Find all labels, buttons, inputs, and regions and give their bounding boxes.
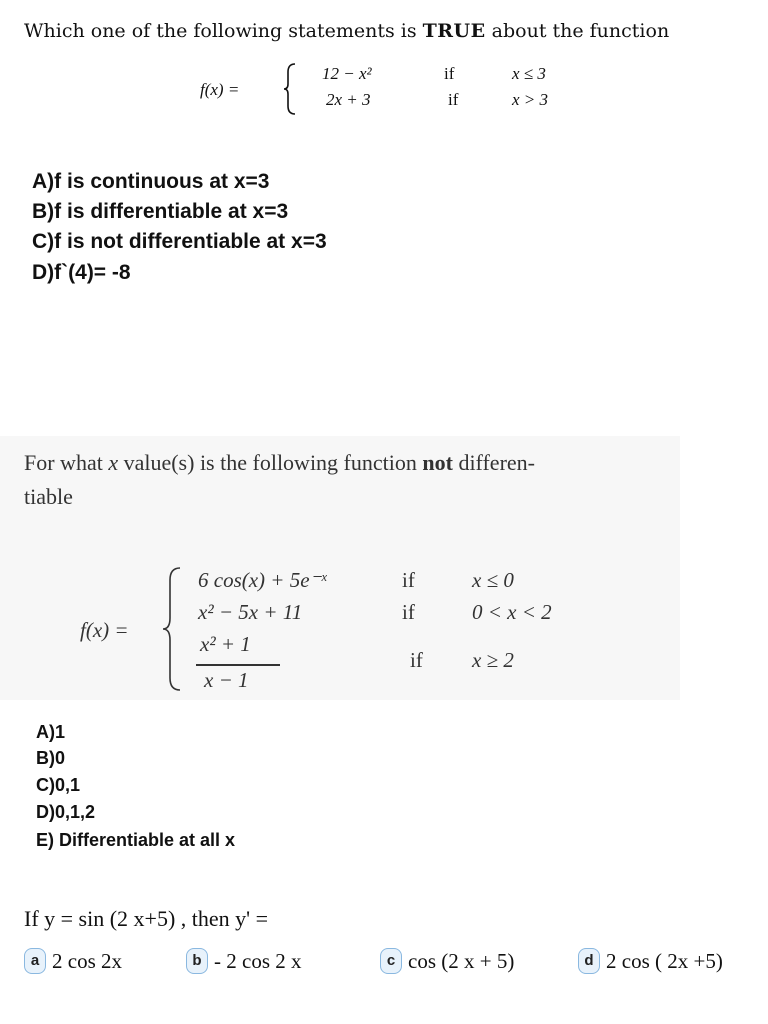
- q1-option-b[interactable]: B)f is differentiable at x=3: [32, 200, 289, 223]
- q1-function-lhs: f(x) =: [200, 80, 240, 99]
- q1-option-d[interactable]: D)f`(4)= -8: [32, 261, 131, 284]
- q1-case-2-expr: 2x + 3: [326, 90, 371, 109]
- q3-option-c[interactable]: [380, 946, 514, 976]
- q1-case-2-cond: x > 3: [512, 90, 549, 109]
- q3-option-d[interactable]: [578, 946, 723, 976]
- q3-option-b-text: - 2 cos 2 x: [214, 948, 302, 973]
- q2-stem-line2: tiable: [24, 484, 73, 509]
- q2-case-2-if: if: [402, 600, 415, 624]
- q3-option-d-text: 2 cos ( 2x +5): [606, 948, 723, 973]
- q3-option-a-badge[interactable]: a: [24, 948, 46, 974]
- q2-stem-bold: not: [422, 450, 453, 475]
- q2-case-1-expr: 6 cos(x) + 5e⁻ˣ: [198, 568, 327, 592]
- q2-stem-c: differen-: [458, 450, 535, 475]
- q2-stem-a: For what: [24, 450, 103, 475]
- q1-stem-bold: TRUE: [422, 20, 486, 42]
- q2-question-stem: [24, 450, 535, 476]
- q2-case-3-cond: x ≥ 2: [472, 648, 514, 672]
- q1-case-1-if: if: [444, 64, 455, 83]
- q2-case-3-if: if: [410, 648, 423, 672]
- q2-fraction-bar: [196, 664, 280, 666]
- q3-option-b[interactable]: [186, 946, 302, 976]
- q2-case-2-expr: x² − 5x + 11: [198, 600, 303, 624]
- q1-stem-suffix: about the function: [491, 20, 670, 42]
- q1-case-2-if: if: [448, 90, 459, 109]
- q3-option-a[interactable]: [24, 946, 122, 976]
- q3-option-a-text: 2 cos 2x: [52, 948, 122, 973]
- q3-option-b-badge[interactable]: b: [186, 948, 208, 974]
- q3-option-c-badge[interactable]: c: [380, 948, 402, 974]
- q3-option-c-text: cos (2 x + 5): [408, 948, 515, 973]
- q1-option-a[interactable]: A)f is continuous at x=3: [32, 170, 270, 193]
- q1-question-stem: [24, 20, 669, 42]
- q1-brace: [282, 62, 298, 116]
- q1-case-1-cond: x ≤ 3: [512, 64, 546, 83]
- q2-option-d[interactable]: D)0,1,2: [36, 802, 96, 822]
- q2-stem-b: value(s) is the following function: [123, 450, 417, 475]
- q2-case-2-cond: 0 < x < 2: [472, 600, 552, 624]
- q1-stem-prefix: Which one of the following statements is: [24, 20, 417, 42]
- q2-option-e[interactable]: E) Differentiable at all x: [36, 830, 236, 850]
- q2-stem-var: x: [108, 450, 119, 475]
- q3-question-stem: If y = sin (2 x+5) , then y' =: [24, 906, 269, 931]
- q2-brace: [160, 566, 184, 692]
- q3-option-d-badge[interactable]: d: [578, 948, 600, 974]
- q2-case-1-if: if: [402, 568, 415, 592]
- q2-case-1-cond: x ≤ 0: [472, 568, 514, 592]
- q2-option-b[interactable]: B)0: [36, 748, 66, 768]
- q2-case-3-numerator: x² + 1: [200, 632, 251, 656]
- q1-case-1-expr: 12 − x²: [322, 64, 372, 83]
- q2-case-3-denominator: x − 1: [204, 668, 249, 692]
- q2-option-c[interactable]: C)0,1: [36, 775, 81, 795]
- q2-option-a[interactable]: A)1: [36, 722, 66, 742]
- q2-function-lhs: f(x) =: [80, 618, 129, 642]
- q1-option-c[interactable]: C)f is not differentiable at x=3: [32, 230, 327, 253]
